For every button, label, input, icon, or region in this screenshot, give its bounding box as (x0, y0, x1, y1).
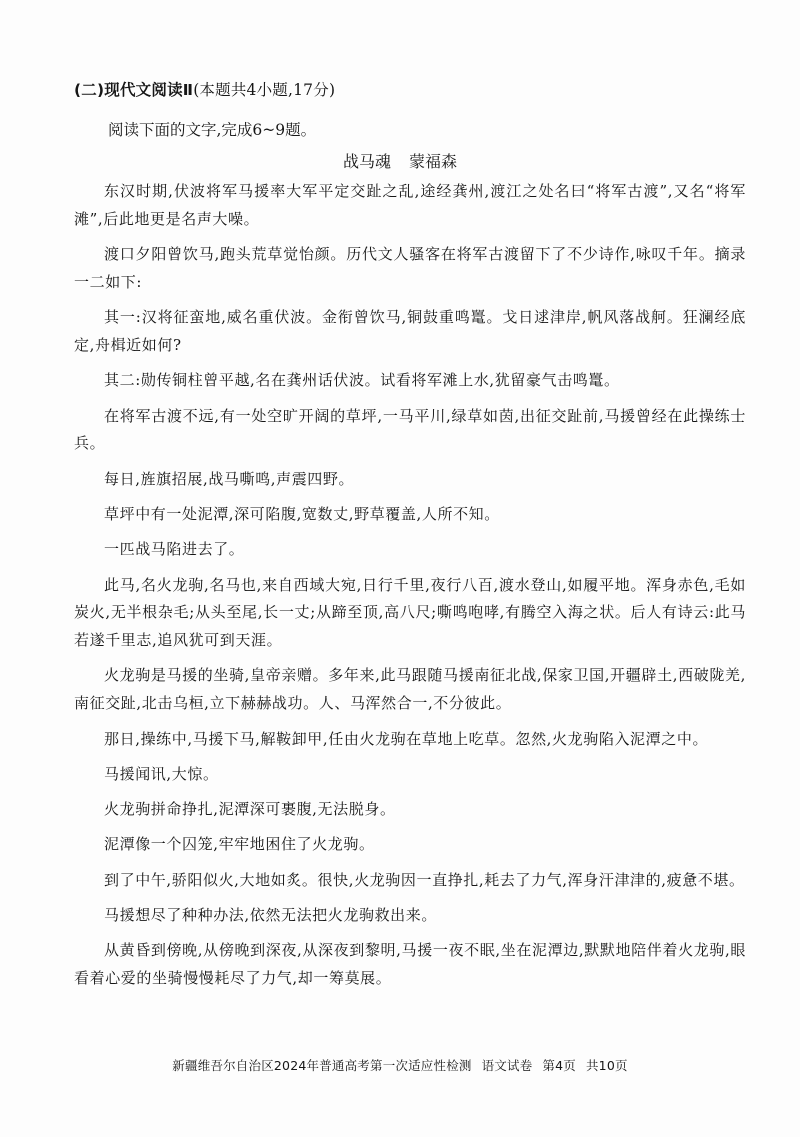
paragraph: 在将军古渡不远,有一处空旷开阔的草坪,一马平川,绿草如茵,出征交趾前,马援曾经在此操练士兵。 (74, 406, 746, 453)
section-label: (二)现代文阅读Ⅱ (74, 81, 194, 99)
paragraph: 火龙驹拼命挣扎,泥潭深可裹腹,无法脱身。 (104, 800, 396, 819)
paragraph: 马援闻讯,大惊。 (104, 764, 219, 783)
reading-instruction: 阅读下面的文字,完成6~9题。 (108, 121, 317, 139)
paragraph: 到了中午,骄阳似火,大地如炙。很快,火龙驹因一直挣扎,耗去了力气,浑身汗津津的,疲惫不堪。 (104, 870, 745, 889)
paper-name: 语文试卷 (481, 1058, 533, 1073)
paragraph: 其二:勋传铜柱曾平越,名在龚州话伏波。试看将军滩上水,犹留豪气击鸣鼍。 (104, 371, 620, 390)
article-body (74, 178, 746, 1000)
paragraph: 此马,名火龙驹,名马也,来自西域大宛,日行千里,夜行八百,渡水登山,如履平地。浑身赤色,毛如炭火,无半根杂毛;从头至尾,长一丈;从蹄至顶,高八尺;嘶鸣咆哮,有腾空入海之状。后人有诗云:此马若遂千里志,追风犹可到天涯。 (74, 575, 746, 650)
section-note: (本题共4小题,17分) (193, 81, 336, 99)
paragraph: 马援想尽了种种办法,依然无法把火龙驹救出来。 (104, 906, 437, 925)
paragraph: 其一:汉将征蛮地,威名重伏波。金衔曾饮马,铜鼓重鸣鼍。戈日逑津岸,帆风落战舸。狂澜经底定,舟楫近如何? (74, 308, 746, 354)
paragraph: 每日,旌旗招展,战马嘶鸣,声震四野。 (104, 469, 355, 488)
paragraph: 火龙驹是马援的坐骑,皇帝亲赠。多年来,此马跟随马援南征北战,保家卫国,开疆辟土,西破陇羌,南征交趾,北击乌桓,立下赫赫战功。人、马浑然合一,不分彼此。 (74, 666, 746, 713)
article-author: 蒙福森 (409, 152, 458, 171)
paragraph: 从黄昏到傍晚,从傍晚到深夜,从深夜到黎明,马援一夜不眠,坐在泥潭边,默默地陪伴着火龙驹,眼看着心爱的坐骑慢慢耗尽了力气,却一筹莫展。 (74, 941, 746, 988)
page-current: 第4页 (542, 1058, 576, 1073)
page-footer (0, 1056, 800, 1074)
article-title-line (0, 149, 800, 172)
paragraph: 渡口夕阳曾饮马,跑头荒草觉怡颜。历代文人骚客在将军古渡留下了不少诗作,咏叹千年。摘录一二如下: (74, 245, 746, 291)
paragraph: 那日,操练中,马援下马,解鞍卸甲,任由火龙驹在草地上吃草。忽然,火龙驹陷入泥潭之中。 (104, 729, 709, 748)
article-title: 战马魂 (342, 152, 391, 171)
page-total: 共10页 (585, 1058, 628, 1073)
paragraph: 泥潭像一个囚笼,牢牢地困住了火龙驹。 (104, 835, 375, 854)
exam-name: 新疆维吾尔自治区2024年普通高考第一次适应性检测 (172, 1058, 472, 1073)
section-header (74, 78, 335, 100)
paragraph: 草坪中有一处泥潭,深可陷腹,宽数丈,野草覆盖,人所不知。 (104, 504, 500, 523)
paragraph: 东汉时期,伏波将军马援率大军平定交趾之乱,途经龚州,渡江之处名曰“将军古渡”,又名“将军滩”,后此地更是名声大噪。 (74, 182, 746, 228)
paragraph: 一匹战马陷进去了。 (104, 540, 245, 559)
